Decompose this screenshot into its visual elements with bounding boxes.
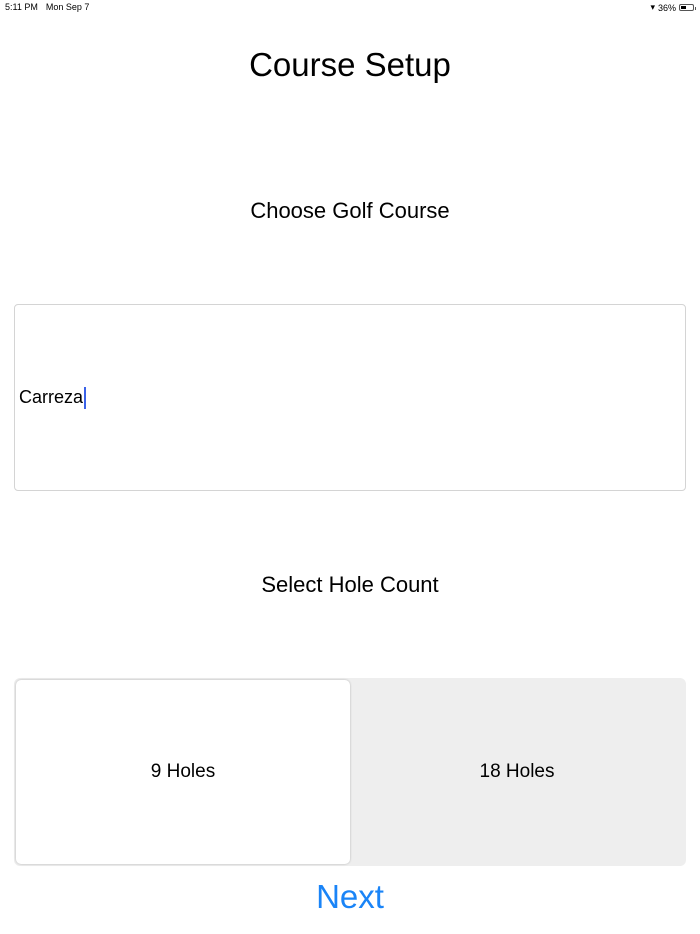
- status-bar: [0, 0, 700, 14]
- hole-count-segmented-control[interactable]: [14, 678, 686, 866]
- segment-9-holes[interactable]: 9 Holes: [16, 680, 350, 864]
- course-input[interactable]: [14, 304, 686, 491]
- status-date: Mon Sep 7: [45, 2, 90, 12]
- segment-18-holes[interactable]: 18 Holes: [479, 761, 555, 782]
- wifi-icon: ▾: [650, 2, 655, 12]
- course-input-value: Carreza: [19, 387, 84, 407]
- course-label: Choose Golf Course: [250, 198, 450, 223]
- battery-icon: [679, 4, 694, 11]
- text-caret: [84, 387, 86, 409]
- hole-count-label: Select Hole Count: [261, 572, 439, 597]
- battery-percent: 36%: [657, 2, 676, 13]
- status-time: 5:11 PM: [5, 2, 38, 12]
- next-button[interactable]: Next: [316, 878, 384, 915]
- page-title: Course Setup: [249, 46, 451, 83]
